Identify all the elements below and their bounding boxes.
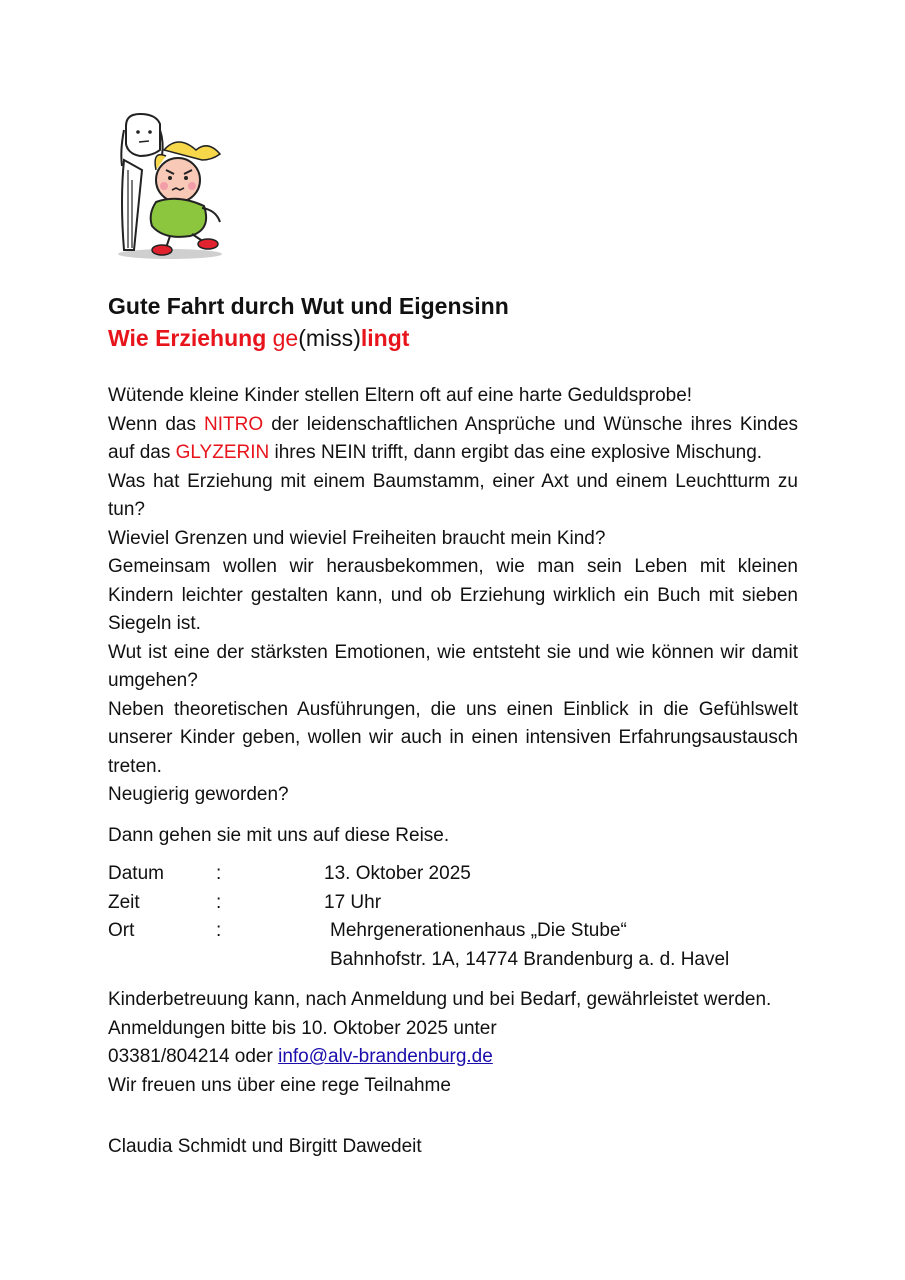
flyer-body (108, 382, 798, 1162)
event-details-table (108, 860, 729, 974)
thanks-line: Wir freuen uns über eine rege Teilnahme (108, 1074, 451, 1096)
signature: Claudia Schmidt und Birgitt Dawedeit (108, 1136, 422, 1157)
flyer-content (108, 290, 798, 1162)
subtitle-open-paren: ( (298, 325, 306, 351)
intro-line1: Wütende kleine Kinder stellen Eltern oft auf eine harte Geduldsprobe! (108, 385, 693, 406)
time-colon: : (216, 891, 222, 913)
subtitle-part1: Wie Erziehung (108, 325, 273, 351)
angry-child-illustration (112, 110, 232, 262)
place-value-2: Bahnhofstr. 1A, 14774 Brandenburg a. d. Havel (330, 948, 730, 970)
place-row (108, 917, 729, 946)
date-colon: : (216, 863, 222, 884)
time-value: 17 Uhr (324, 891, 382, 913)
registration-note: Anmeldungen bitte bis 10. Oktober 2025 unter (108, 1017, 497, 1039)
time-row (108, 889, 729, 918)
date-row (108, 860, 729, 889)
place-colon: : (216, 920, 222, 941)
intro-paragraph-8: Neugierig geworden? (108, 784, 289, 805)
childcare-note: Kinderbetreuung kann, nach Anmeldung und bei Bedarf, gewährleistet werden. (108, 989, 772, 1010)
contact-line (108, 1043, 798, 1072)
place-row-2 (108, 946, 729, 975)
place-value-1: Mehrgenerationenhaus „Die Stube“ (330, 920, 627, 941)
intro-paragraph-6: Wut ist eine der stärksten Emotionen, wie entsteht sie und wie können wir damit umgehen? (108, 641, 798, 691)
place-label: Ort (108, 920, 135, 941)
subtitle-close-paren: ) (353, 325, 361, 351)
intro-paragraph-7: Neben theoretischen Ausführungen, die uns einen Einblick in die Gefühlswelt unserer Kinder geben, wollen wir auch in einen intensiven Erfahrungsaustausch treten. (108, 698, 798, 777)
subtitle-part4: miss (305, 325, 354, 351)
intro-paragraph-3: Was hat Erziehung mit einem Baumstamm, einer Axt und einem Leuchtturm zu tun? (108, 470, 798, 520)
glyzerin-highlight: GLYZERIN (175, 442, 270, 463)
subtitle-part6: lingt (360, 325, 410, 351)
intro-paragraph-5: Gemeinsam wollen wir herausbekommen, wie man sein Leben mit kleinen Kindern leichter gestalten kann, und ob Erziehung wirklich ein Buch mit sieben Siegeln ist. (108, 556, 798, 634)
intro-paragraph-9: Dann gehen sie mit uns auf diese Reise. (108, 824, 450, 846)
nitro-highlight: NITRO (204, 413, 264, 435)
date-label: Datum (108, 863, 164, 884)
flyer-subtitle (108, 322, 798, 354)
intro-paragraph-4: Wieviel Grenzen und wieviel Freiheiten braucht mein Kind? (108, 527, 606, 549)
intro-paragraph-2: Wenn das NITRO der leidenschaftlichen Ansprüche und Wünsche ihres Kindes auf das GLYZERIN ihres NEIN trifft, dann ergibt das eine explosive Mischung. (108, 413, 799, 463)
phone-number: 03381/804214 oder (108, 1046, 279, 1067)
time-label: Zeit (108, 891, 140, 913)
subtitle-part2: ge (272, 325, 299, 351)
date-value: 13. Oktober 2025 (324, 863, 471, 884)
flyer-title: Gute Fahrt durch Wut und Eigensinn (108, 293, 509, 319)
email-link[interactable]: info@alv-brandenburg.de (278, 1046, 493, 1067)
